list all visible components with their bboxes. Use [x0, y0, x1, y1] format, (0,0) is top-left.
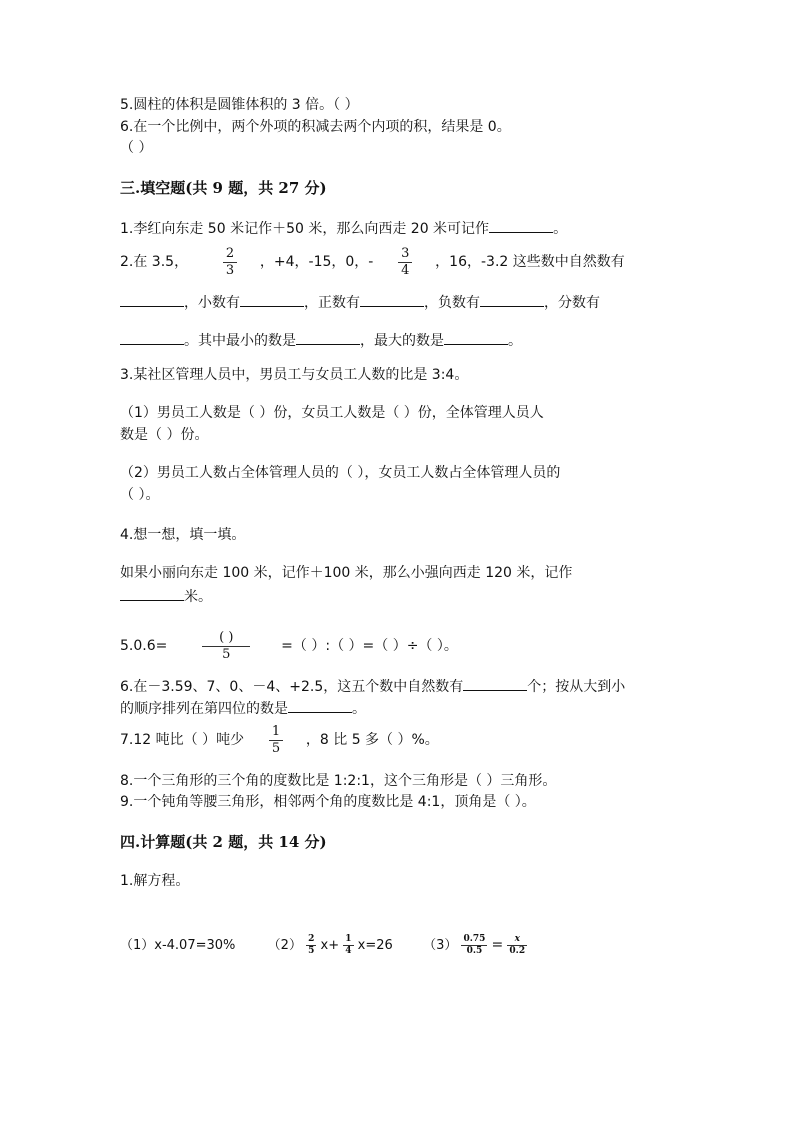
fill-question-2-line3: [120, 330, 522, 350]
positive-numbers-blank[interactable]: [360, 292, 424, 307]
equation-2-text-b: x+: [320, 938, 340, 953]
fraction-numerator: 2: [225, 245, 235, 261]
judge-question-6-answer: （ ）: [120, 140, 153, 156]
fractions-blank[interactable]: [120, 330, 184, 345]
fill-q6-text-a: 6.在－3.59、7、0、－4、+2.5，这五个数中自然数有: [120, 679, 464, 695]
equation-1: （1）x-4.07=30%: [120, 938, 236, 953]
fill-question-6-cont: [120, 698, 366, 718]
fill-q4-blank[interactable]: [120, 586, 184, 601]
fraction-numerator: 1: [271, 723, 281, 739]
equation-3-equals: =: [491, 937, 504, 953]
fraction-one-fifth: [269, 724, 283, 757]
fill-q1-text: 1.李红向东走 50 米记作＋50 米，那么向西走 20 米可记作: [120, 221, 490, 237]
equation-2-label: （2）: [267, 938, 302, 953]
fill-section-heading: 三.填空题(共 9 题，共 27 分): [120, 179, 327, 197]
fill-question-5: [120, 628, 458, 664]
fill-q2-text-f: ，负数有: [424, 295, 480, 311]
equation-3-label: （3）: [423, 938, 458, 953]
fraction-numerator: 3: [401, 245, 410, 261]
fill-q6-text-b: 个；按从大到小: [527, 679, 626, 695]
fraction-denominator: 4: [398, 262, 412, 279]
fill-question-4-text: 如果小丽向东走 100 米，记作＋100 米，那么小强向西走 120 米，记作: [120, 565, 573, 581]
fill-q2-text-j: 。: [508, 333, 522, 349]
fraction-numerator: ( ): [219, 629, 234, 645]
fill-question-7: [120, 722, 439, 758]
fraction-denominator: 5: [308, 946, 315, 956]
fraction-numerator: x: [514, 934, 520, 944]
fill-q1-blank[interactable]: [489, 218, 553, 233]
fraction-numerator: 0.75: [463, 934, 486, 944]
fraction-numerator: 1: [345, 934, 352, 944]
calc-section-heading: 四.计算题(共 2 题，共 14 分): [120, 833, 327, 851]
fill-q6-blank-1[interactable]: [463, 676, 527, 691]
fill-q2-text-h: 。其中最小的数是: [184, 333, 296, 349]
fill-q2-text-b: ，+4，-15，0，-: [259, 254, 374, 270]
fill-question-2-line1: [120, 244, 625, 280]
fill-q2-text-i: ，最大的数是: [360, 333, 444, 349]
fill-question-3-title: 3.某社区管理人员中，男员工与女员工人数的比是 3:4。: [120, 367, 469, 383]
fill-question-3-part2-cont: （ ）。: [120, 487, 160, 503]
fill-q2-text-e: ，正数有: [304, 295, 360, 311]
negative-numbers-blank[interactable]: [480, 292, 544, 307]
fraction-denominator: 4: [345, 946, 352, 956]
fill-question-8: 8.一个三角形的三个角的度数比是 1:2:1，这个三角形是（ ）三角形。: [120, 773, 557, 789]
fraction-denominator: 5: [202, 646, 250, 663]
fill-q2-text-a: 2.在 3.5，: [120, 254, 189, 270]
fraction-denominator: 0.2: [509, 946, 526, 956]
fill-q7-text-a: 7.12 吨比（ ）吨少: [120, 732, 245, 748]
equation-2-text-c: x=26: [357, 938, 393, 953]
fill-q6-text-d: 。: [352, 701, 366, 717]
fraction-denominator: 5: [269, 740, 283, 757]
fraction-denominator: 0.5: [461, 945, 487, 957]
fill-q6-blank-2[interactable]: [288, 698, 352, 713]
fill-q4-end: 米。: [184, 589, 212, 605]
natural-numbers-blank[interactable]: [120, 292, 184, 307]
judge-question-5: 5.圆柱的体积是圆锥体积的 3 倍。（ ）: [120, 97, 359, 113]
calc-question-1: 1.解方程。: [120, 873, 190, 889]
fill-q7-text-b: ，8 比 5 多（ ）%。: [305, 732, 439, 748]
fraction-075-over-05: [461, 934, 487, 957]
decimals-blank[interactable]: [240, 292, 304, 307]
fill-question-3-part2: （2）男员工人数占全体管理人员的（ ），女员工人数占全体管理人员的: [120, 465, 561, 481]
fill-question-9: 9.一个钝角等腰三角形，相邻两个角的度数比是 4:1，顶角是（ ）。: [120, 794, 536, 810]
fill-q5-text-a: 5.0.6=: [120, 638, 168, 654]
smallest-number-blank[interactable]: [296, 330, 360, 345]
fill-question-1: [120, 218, 567, 238]
fraction-three-quarters: [398, 246, 412, 279]
fill-q2-text-g: ，分数有: [544, 295, 600, 311]
fraction-two-fifths: [306, 934, 316, 957]
largest-number-blank[interactable]: [444, 330, 508, 345]
fraction-x-over-02: [507, 934, 527, 957]
fill-question-4-title: 4.想一想，填一填。: [120, 527, 246, 543]
fill-question-4-cont: [120, 586, 212, 606]
equations-row: [120, 928, 527, 963]
fill-q2-text-d: ，小数有: [184, 295, 240, 311]
fill-question-6: [120, 676, 625, 696]
fill-q1-end: 。: [553, 221, 568, 237]
fill-q2-text-c: ，16，-3.2 这些数中自然数有: [435, 254, 625, 270]
fill-question-3-part1-cont: 数是（ ）份。: [120, 427, 209, 443]
fraction-blank-over-five: [202, 630, 250, 663]
fill-q6-text-c: 的顺序排列在第四位的数是: [120, 701, 288, 717]
fill-question-2-line2: [120, 292, 600, 312]
fill-q5-text-b: =（ ）:（ ）=（ ）÷（ ）。: [281, 638, 458, 654]
fraction-one-quarter: [343, 934, 353, 957]
judge-question-6: 6.在一个比例中，两个外项的积减去两个内项的积，结果是 0。: [120, 119, 511, 135]
fill-question-3-part1: （1）男员工人数是（ ）份，女员工人数是（ ）份，全体管理人员人: [120, 405, 544, 421]
fraction-denominator: 3: [223, 262, 237, 279]
fraction-two-thirds: [223, 246, 237, 279]
fraction-numerator: 2: [308, 934, 315, 944]
